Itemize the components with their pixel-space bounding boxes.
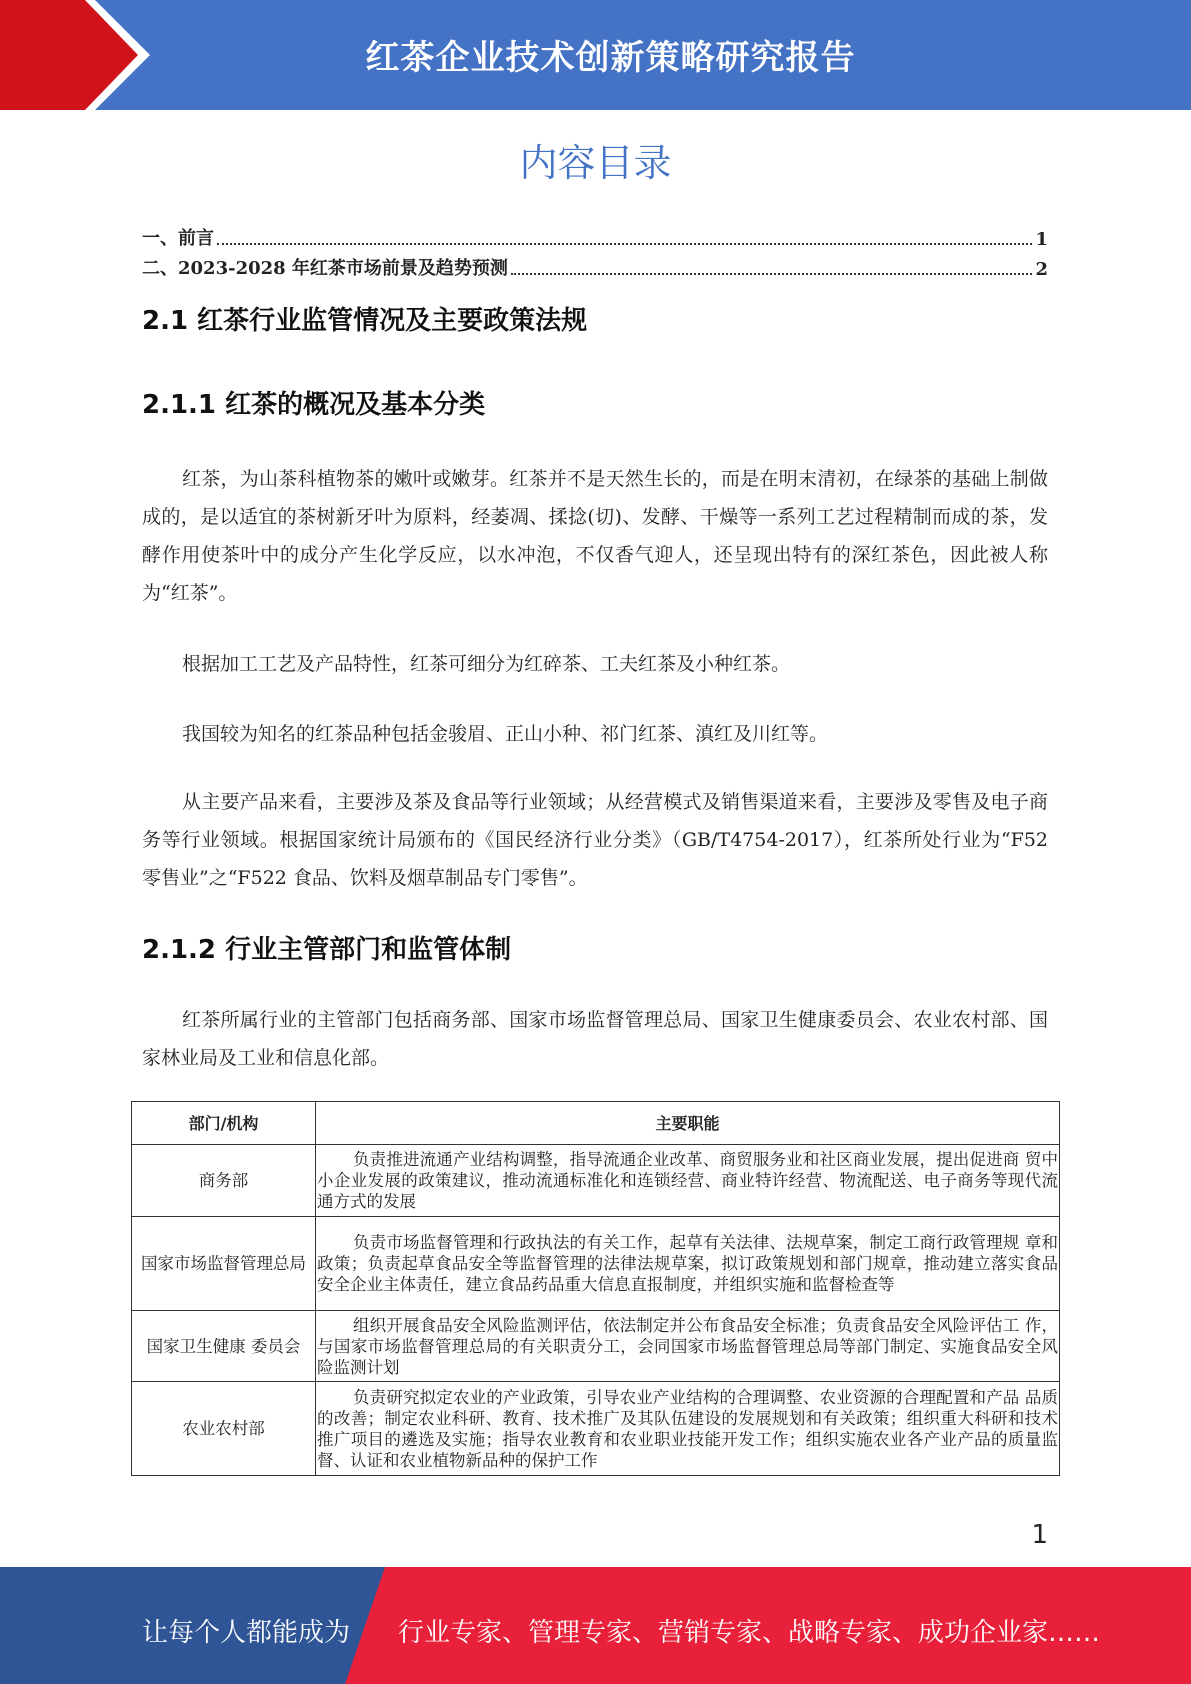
toc-entry[interactable]: [142, 224, 1048, 250]
table-row: [132, 1382, 1060, 1476]
subsection-heading: 2.1.1 红茶的概况及基本分类: [142, 390, 486, 420]
duty-cell: 负责研究拟定农业的产业政策，引导农业产业结构的合理调整、农业资源的合理配置和产品 品质的改善；制定农业科研、教育、技术推广及其队伍建设的发展规划和有关政策；组织重大科研和技术推广项目的遴选及实施；指导农业教育和农业职业技能开发工作；组织实施农业各产业产品的质量监督、认证和农业植物新品种的保护工作: [316, 1382, 1060, 1476]
toc-entry-label: 二、2023-2028 年红茶市场前景及趋势预测: [142, 258, 508, 279]
page-break-mask: [0, 1476, 1191, 1506]
toc-entry-page: 2: [1035, 259, 1048, 280]
dept-cell: 国家卫生健康 委员会: [132, 1311, 316, 1382]
toc-leader: [511, 272, 1033, 275]
toc-title: 内容目录: [519, 141, 672, 185]
toc-entry[interactable]: [142, 254, 1048, 280]
dept-cell: 国家市场监督管理总局: [132, 1217, 316, 1311]
table-row: [132, 1311, 1060, 1382]
table-row: [132, 1217, 1060, 1311]
table-row: [132, 1145, 1060, 1217]
footer-slogan-left: 让每个人都能成为: [142, 1618, 351, 1648]
toc-leader: [217, 242, 1032, 245]
paragraph: 我国较为知名的红茶品种包括金骏眉、正山小种、祁门红茶、滇红及川红等。: [182, 723, 829, 745]
header-bar: [0, 0, 1191, 110]
subsection-heading: 2.1.2 行业主管部门和监管体制: [142, 935, 512, 965]
dept-cell: 商务部: [132, 1145, 316, 1217]
column-header: 主要职能: [316, 1102, 1060, 1145]
footer-slogan-right: 行业专家、管理专家、营销专家、战略专家、成功企业家……: [398, 1618, 1101, 1648]
toc-entry-label: 一、前言: [142, 228, 214, 249]
paragraph: 根据加工工艺及产品特性，红茶可细分为红碎茶、工夫红茶及小种红茶。: [182, 653, 791, 675]
duty-cell: 负责市场监督管理和行政执法的有关工作，起草有关法律、法规草案，制定工商行政管理规 章和政策；负责起草食品安全等监督管理的法律法规草案，拟订政策规划和部门规章，推动建立落实食品安全企业主体责任，建立食品药品重大信息直报制度，并组织实施和监督检查等: [316, 1217, 1060, 1311]
table-header-row: [132, 1102, 1060, 1145]
page-number: 1: [1031, 1520, 1048, 1550]
duty-cell: 负责推进流通产业结构调整，指导流通企业改革、商贸服务业和社区商业发展，提出促进商 贸中小企业发展的政策建议，推动流通标准化和连锁经营、商业特许经营、物流配送、电子商务等现代流通方式的发展: [316, 1145, 1060, 1217]
dept-cell: 农业农村部: [132, 1382, 316, 1476]
paragraph: 红茶，为山茶科植物茶的嫩叶或嫩芽。红茶并不是天然生长的，而是在明末清初，在绿茶的基础上制做成的，是以适宜的茶树新牙叶为原料，经萎凋、揉捻(切)、发酵、干燥等一系列工艺过程精制而成的茶，发酵作用使茶叶中的成分产生化学反应，以水冲泡，不仅香气迎人，还呈现出特有的深红茶色，因此被人称为“红茶”。: [142, 468, 1048, 604]
section-heading: 2.1 红茶行业监管情况及主要政策法规: [142, 306, 588, 336]
paragraph: 从主要产品来看，主要涉及茶及食品等行业领域；从经营模式及销售渠道来看，主要涉及零售及电子商务等行业领域。根据国家统计局颁布的《国民经济行业分类》（GB/T4754-2017），红茶所处行业为“F52 零售业”之“F522 食品、饮料及烟草制品专门零售”。: [142, 791, 1048, 889]
paragraph: 红茶所属行业的主管部门包括商务部、国家市场监督管理总局、国家卫生健康委员会、农业农村部、国家林业局及工业和信息化部。: [142, 1009, 1048, 1069]
toc-entry-page: 1: [1035, 229, 1048, 250]
duty-cell: 组织开展食品安全风险监测评估，依法制定并公布食品安全标准；负责食品安全风险评估工 作，与国家市场监督管理总局的有关职责分工，会同国家市场监督管理总局等部门制定、实施食品安全风险监测计划: [316, 1311, 1060, 1382]
column-header: 部门/机构: [132, 1102, 316, 1145]
departments-table: [131, 1101, 1060, 1476]
report-title: 红茶企业技术创新策略研究报告: [365, 38, 856, 78]
